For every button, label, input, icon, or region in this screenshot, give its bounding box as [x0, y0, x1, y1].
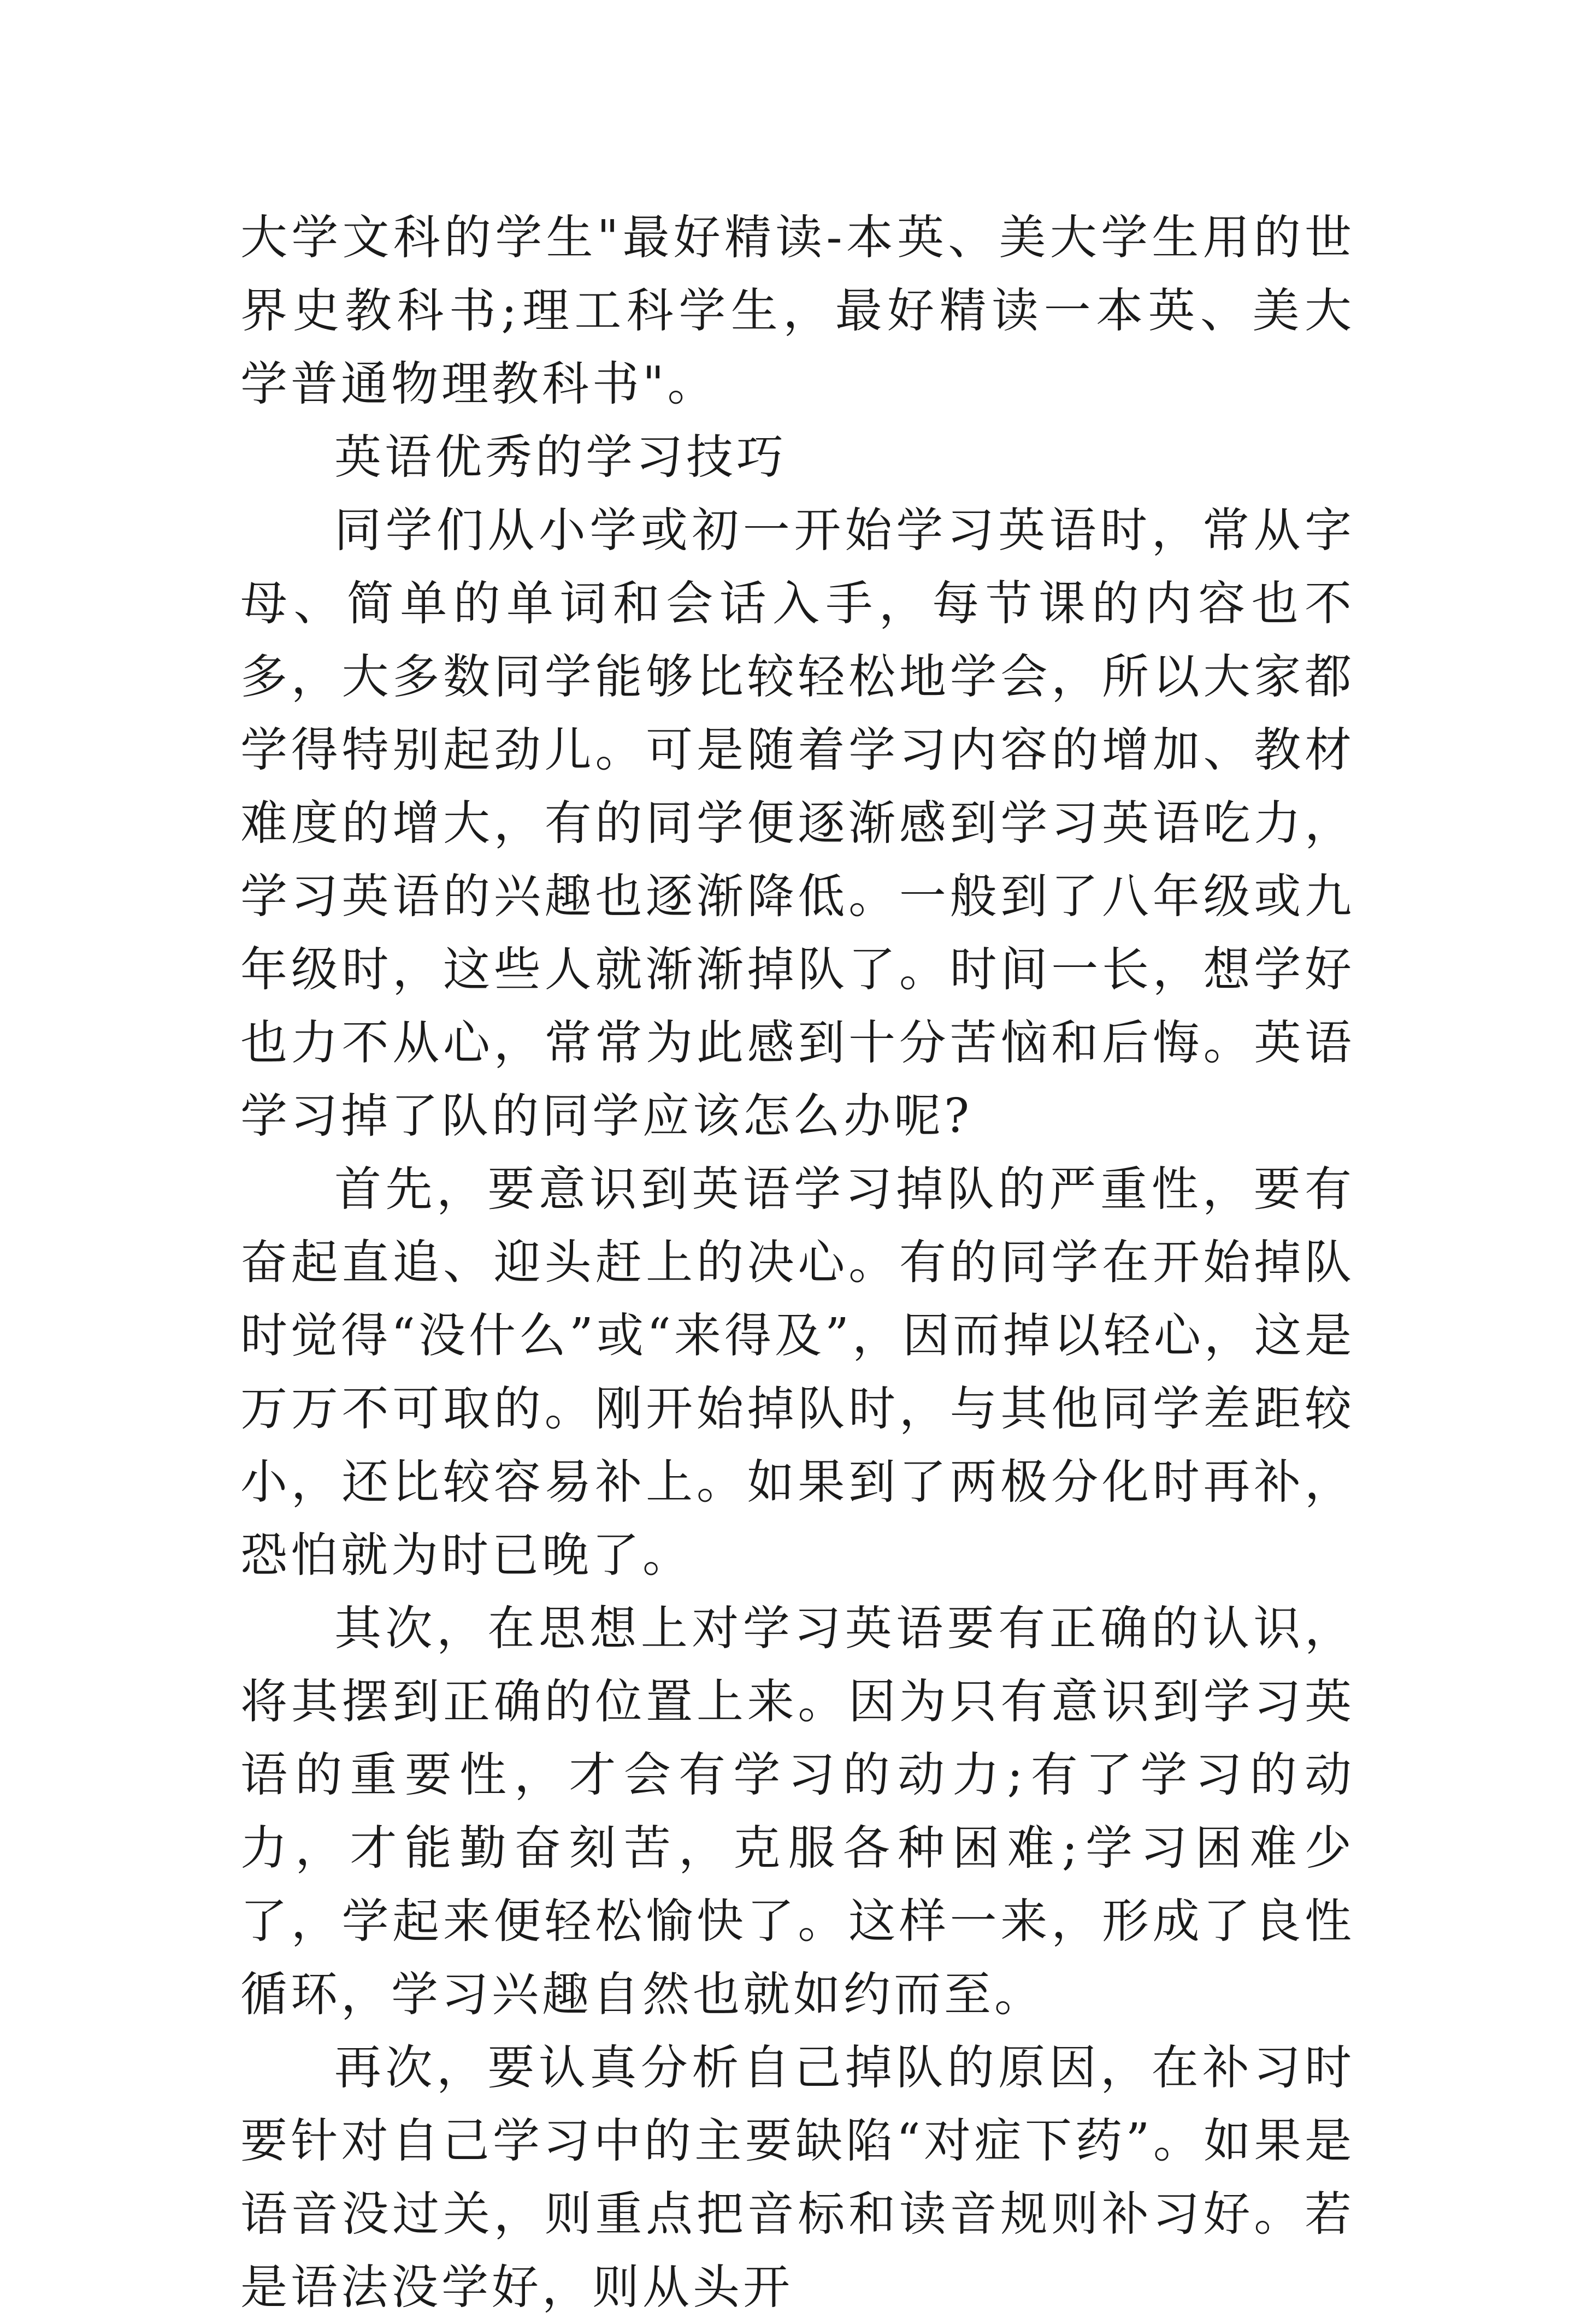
- document-body: [240, 201, 1355, 2324]
- paragraph-continuation: 大学文科的学生"最好精读-本英、美大学生用的世界史教科书;理工科学生，最好精读一本英、美大学普通物理教科书"。: [240, 210, 1355, 411]
- paragraph-second-point: 其次，在思想上对学习英语要有正确的认识，将其摆到正确的位置上来。因为只有意识到学习英语的重要性，才会有学习的动力;有了学习的动力，才能勤奋刻苦，克服各种困难;学习困难少了，学起来便轻松愉快了。这样一来，形成了良性循环，学习兴趣自然也就如约而至。: [240, 1601, 1355, 2022]
- paragraph-intro: 同学们从小学或初一开始学习英语时，常从字母、简单的单词和会话入手，每节课的内容也不多，大多数同学能够比较轻松地学会，所以大家都学得特别起劲儿。可是随着学习内容的增加、教材难度的增大，有的同学便逐渐感到学习英语吃力，学习英语的兴趣也逐渐降低。一般到了八年级或九年级时，这些人就渐渐掉队了。时间一长，想学好也力不从心，常常为此感到十分苦恼和后悔。英语学习掉了队的同学应该怎么办呢?: [240, 503, 1355, 1143]
- section-heading: 英语优秀的学习技巧: [334, 430, 787, 485]
- paragraph-third-point: 再次，要认真分析自己掉队的原因，在补习时要针对自己学习中的主要缺陷“对症下药”。如果是语音没过关，则重点把音标和读音规则补习好。若是语法没学好，则从头开: [240, 2040, 1355, 2315]
- paragraph-first-point: 首先，要意识到英语学习掉队的严重性，要有奋起直追、迎头赶上的决心。有的同学在开始掉队时觉得“没什么”或“来得及”，因而掉以轻心，这是万万不可取的。刚开始掉队时，与其他同学差距较小，还比较容易补上。如果到了两极分化时再补，恐怕就为时已晚了。: [240, 1162, 1355, 1583]
